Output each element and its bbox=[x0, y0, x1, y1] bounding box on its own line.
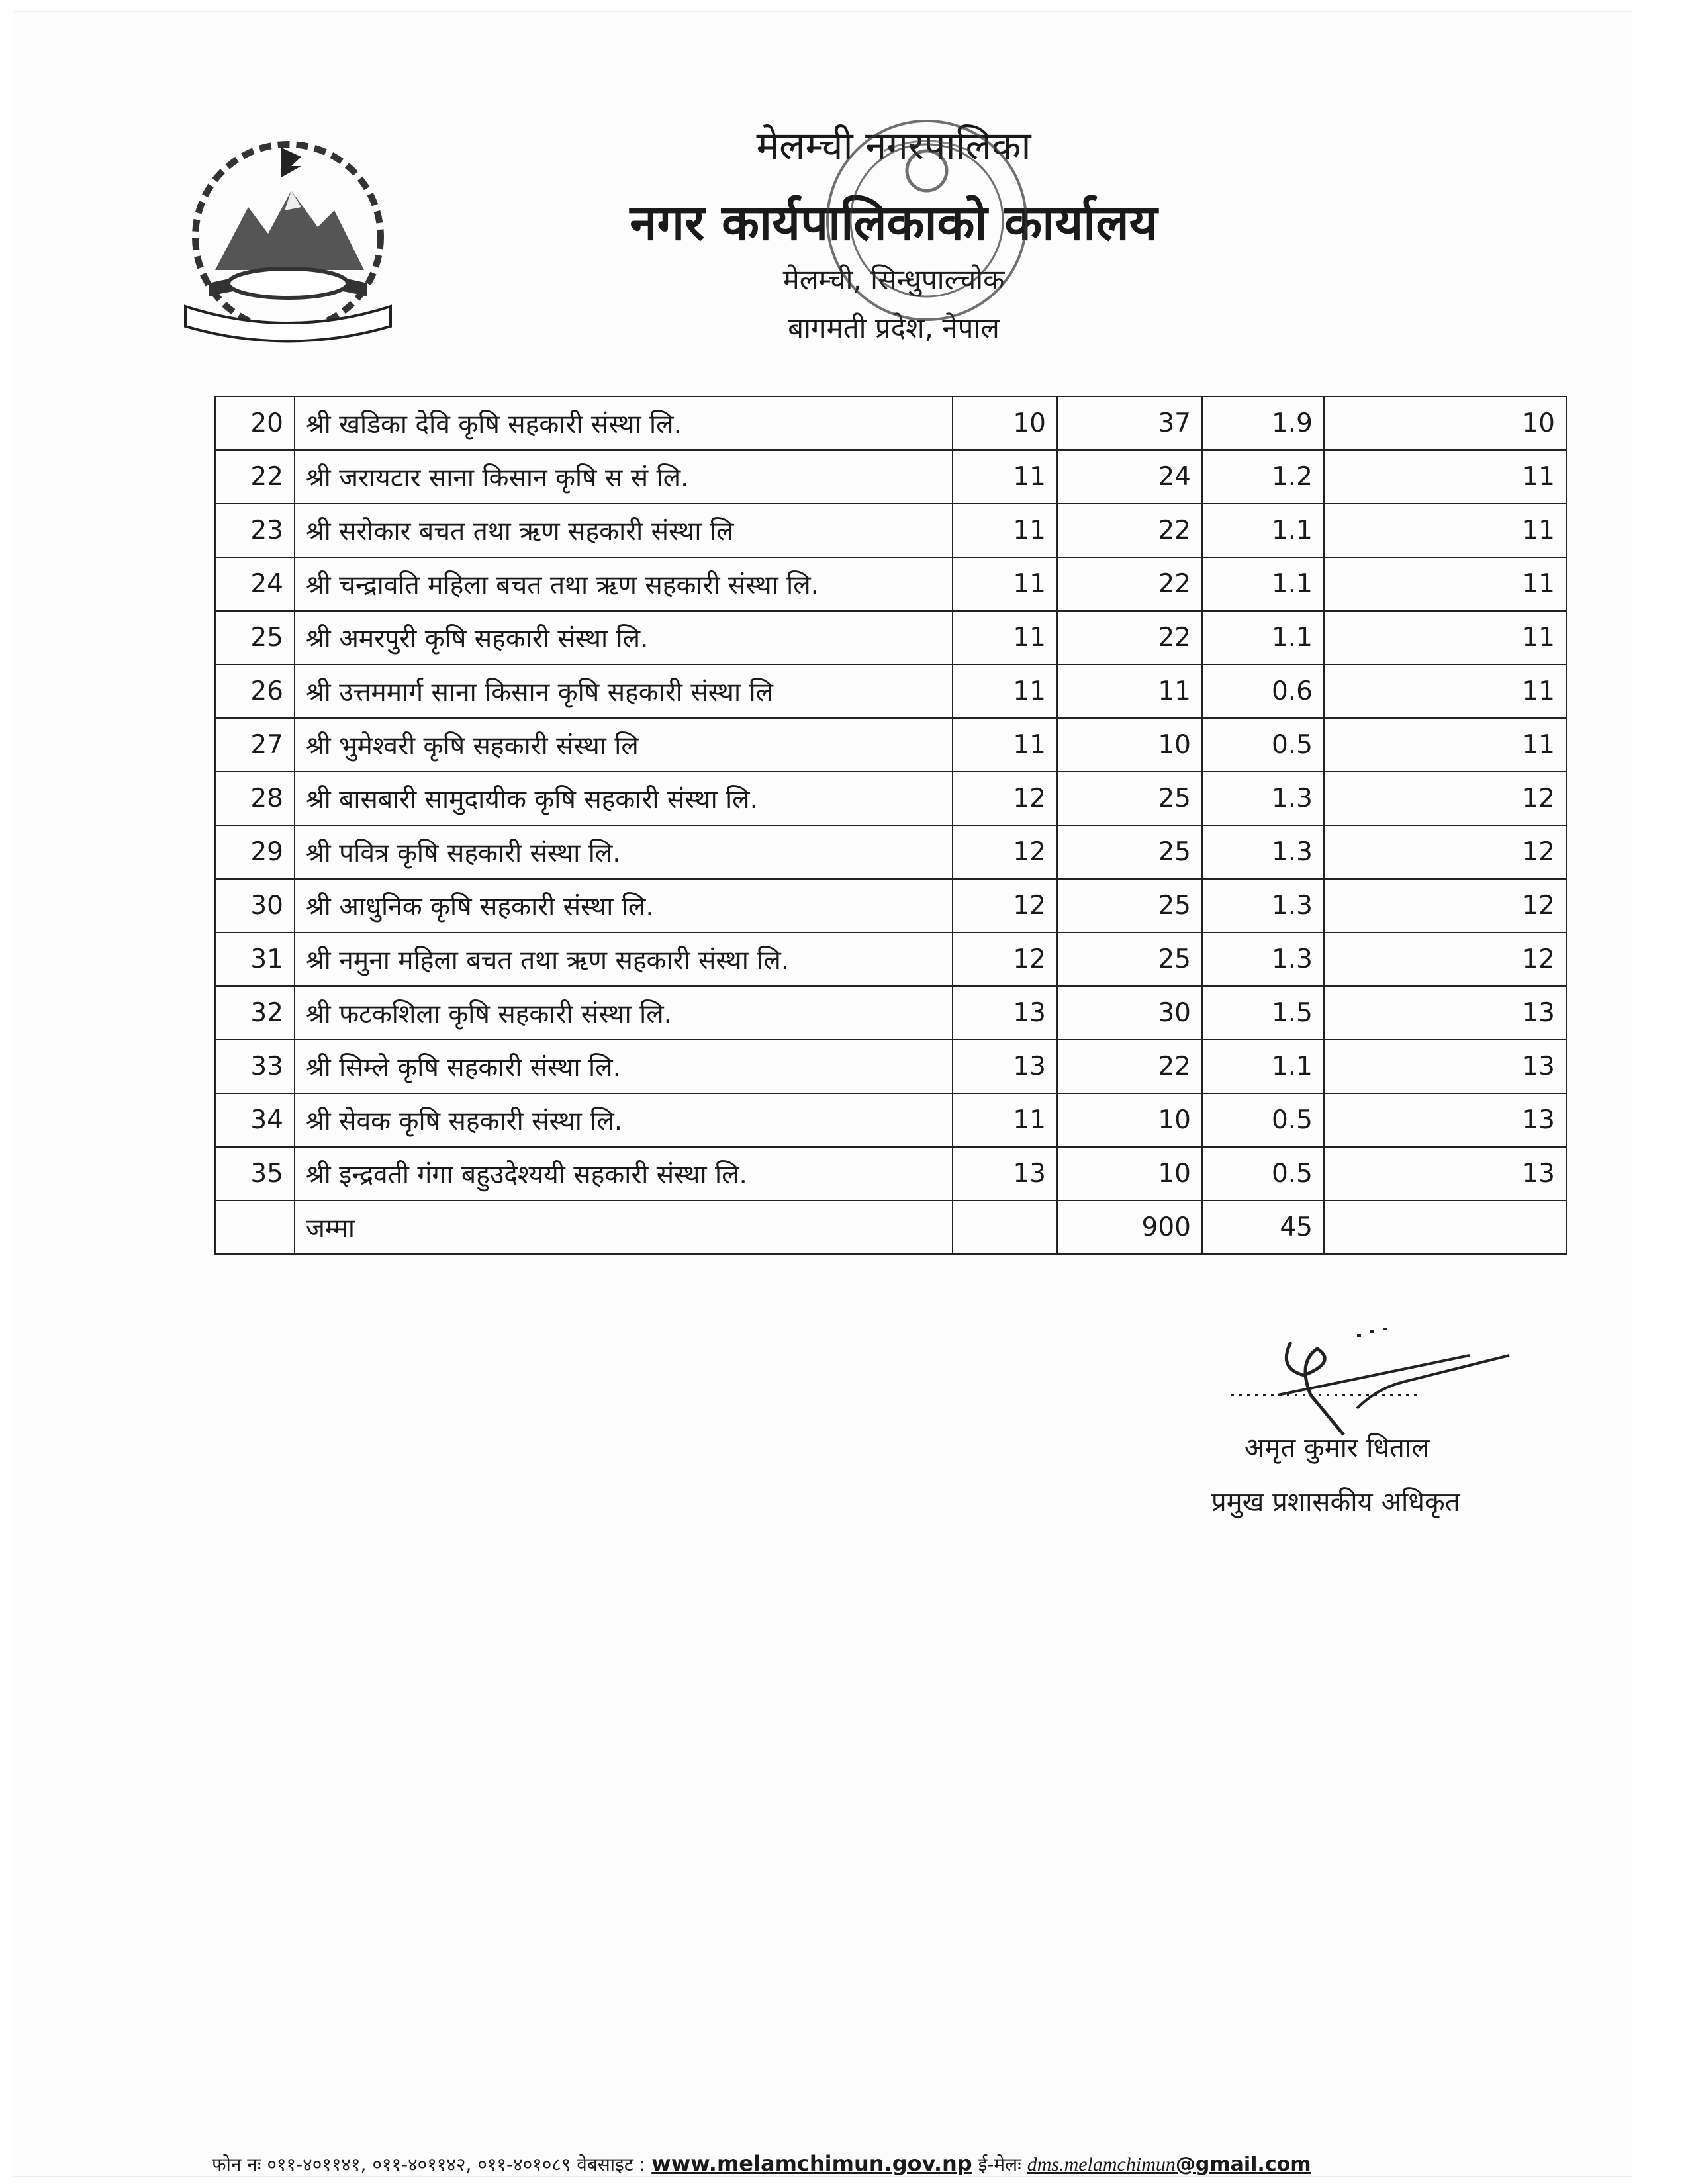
cell-a: 11 bbox=[953, 1093, 1057, 1147]
municipality-name: मेलम्ची नगरपालिका bbox=[756, 123, 1031, 168]
cell-name: श्री अमरपुरी कृषि सहकारी संस्था लि. bbox=[295, 611, 953, 664]
cell-sn: 22 bbox=[215, 450, 295, 504]
table-row bbox=[215, 1147, 1566, 1201]
cell-name: श्री सेवक कृषि सहकारी संस्था लि. bbox=[295, 1093, 953, 1147]
cell-b: 22 bbox=[1057, 1040, 1202, 1093]
total-row bbox=[215, 1201, 1566, 1254]
cell-d: 12 bbox=[1324, 933, 1566, 986]
cell-sn: 33 bbox=[215, 1040, 295, 1093]
cell-b: 11 bbox=[1057, 664, 1202, 718]
cell-sn: 24 bbox=[215, 557, 295, 611]
cell-name: श्री बासबारी सामुदायीक कृषि सहकारी संस्था लि. bbox=[295, 772, 953, 825]
cell-b: 25 bbox=[1057, 933, 1202, 986]
cell-b: 30 bbox=[1057, 986, 1202, 1040]
total-cell: 45 bbox=[1202, 1201, 1324, 1254]
cell-name: श्री नमुना महिला बचत तथा ऋण सहकारी संस्था लि. bbox=[295, 933, 953, 986]
cell-c: 1.5 bbox=[1202, 986, 1324, 1040]
cell-sn: 20 bbox=[215, 396, 295, 450]
office-location: मेलम्ची, सिन्धुपाल्चोक bbox=[782, 263, 1005, 296]
cell-a: 13 bbox=[953, 1040, 1057, 1093]
office-title: नगर कार्यपालिकाको कार्यालय bbox=[630, 195, 1158, 251]
cell-a: 12 bbox=[953, 933, 1057, 986]
cell-name: श्री आधुनिक कृषि सहकारी संस्था लि. bbox=[295, 879, 953, 933]
empty-cell bbox=[953, 1201, 1057, 1254]
cell-a: 11 bbox=[953, 450, 1057, 504]
footer-website-link[interactable]: www.melamchimun.gov.np bbox=[651, 2151, 972, 2176]
cell-sn: 27 bbox=[215, 718, 295, 772]
cell-c: 1.2 bbox=[1202, 450, 1324, 504]
cell-a: 11 bbox=[953, 664, 1057, 718]
total-cell: जम्मा bbox=[295, 1201, 953, 1254]
cell-b: 25 bbox=[1057, 772, 1202, 825]
cell-a: 11 bbox=[953, 504, 1057, 557]
table-row bbox=[215, 611, 1566, 664]
cell-c: 1.3 bbox=[1202, 879, 1324, 933]
cell-c: 1.1 bbox=[1202, 611, 1324, 664]
nepal-emblem-icon bbox=[169, 128, 407, 353]
table-row bbox=[215, 986, 1566, 1040]
table-row bbox=[215, 396, 1566, 450]
cell-sn: 30 bbox=[215, 879, 295, 933]
table-row bbox=[215, 772, 1566, 825]
cooperative-table bbox=[214, 396, 1567, 1255]
signatory-name: अमृत कुमार धिताल bbox=[1244, 1433, 1430, 1463]
cell-sn: 34 bbox=[215, 1093, 295, 1147]
table-row bbox=[215, 825, 1566, 879]
cell-b: 37 bbox=[1057, 396, 1202, 450]
cell-d: 11 bbox=[1324, 611, 1566, 664]
cell-a: 12 bbox=[953, 825, 1057, 879]
cell-sn: 26 bbox=[215, 664, 295, 718]
cell-name: श्री पवित्र कृषि सहकारी संस्था लि. bbox=[295, 825, 953, 879]
cell-a: 13 bbox=[953, 986, 1057, 1040]
cell-c: 0.5 bbox=[1202, 718, 1324, 772]
cell-d: 11 bbox=[1324, 504, 1566, 557]
cell-c: 0.6 bbox=[1202, 664, 1324, 718]
table-row bbox=[215, 879, 1566, 933]
empty-cell bbox=[1324, 1201, 1566, 1254]
cell-a: 11 bbox=[953, 718, 1057, 772]
cell-a: 12 bbox=[953, 772, 1057, 825]
total-cell: 900 bbox=[1057, 1201, 1202, 1254]
cell-c: 1.1 bbox=[1202, 1040, 1324, 1093]
cell-b: 25 bbox=[1057, 879, 1202, 933]
cell-b: 25 bbox=[1057, 825, 1202, 879]
cell-a: 10 bbox=[953, 396, 1057, 450]
cell-a: 13 bbox=[953, 1147, 1057, 1201]
cell-d: 13 bbox=[1324, 1093, 1566, 1147]
table-row bbox=[215, 1093, 1566, 1147]
cell-name: श्री चन्द्रावति महिला बचत तथा ऋण सहकारी संस्था लि. bbox=[295, 557, 953, 611]
cell-sn: 25 bbox=[215, 611, 295, 664]
cell-c: 1.1 bbox=[1202, 557, 1324, 611]
cell-sn: 31 bbox=[215, 933, 295, 986]
cell-c: 1.1 bbox=[1202, 504, 1324, 557]
signatory-title: प्रमुख प्रशासकीय अधिकृत bbox=[1211, 1487, 1460, 1518]
table-row bbox=[215, 718, 1566, 772]
cell-name: श्री भुमेश्वरी कृषि सहकारी संस्था लि bbox=[295, 718, 953, 772]
cell-b: 10 bbox=[1057, 1147, 1202, 1201]
cell-b: 24 bbox=[1057, 450, 1202, 504]
cell-d: 12 bbox=[1324, 879, 1566, 933]
table-row bbox=[215, 1040, 1566, 1093]
cell-b: 22 bbox=[1057, 504, 1202, 557]
cell-c: 1.3 bbox=[1202, 933, 1324, 986]
cell-d: 11 bbox=[1324, 718, 1566, 772]
table-row bbox=[215, 664, 1566, 718]
cell-sn: 23 bbox=[215, 504, 295, 557]
cell-d: 12 bbox=[1324, 772, 1566, 825]
document-page bbox=[13, 12, 1632, 2176]
office-stamp-icon bbox=[818, 111, 1036, 330]
cell-b: 10 bbox=[1057, 718, 1202, 772]
footer-email-label: ई-मेलः bbox=[978, 2154, 1021, 2175]
footer-contact bbox=[212, 2151, 1602, 2177]
cell-a: 12 bbox=[953, 879, 1057, 933]
cell-b: 10 bbox=[1057, 1093, 1202, 1147]
cell-name: श्री सरोकार बचत तथा ऋण सहकारी संस्था लि bbox=[295, 504, 953, 557]
table-row bbox=[215, 933, 1566, 986]
cell-name: श्री जरायटार साना किसान कृषि स सं लि. bbox=[295, 450, 953, 504]
cell-d: 11 bbox=[1324, 450, 1566, 504]
cell-c: 0.5 bbox=[1202, 1093, 1324, 1147]
table-row bbox=[215, 557, 1566, 611]
cell-a: 11 bbox=[953, 611, 1057, 664]
cell-d: 13 bbox=[1324, 986, 1566, 1040]
cell-d: 11 bbox=[1324, 664, 1566, 718]
cell-d: 13 bbox=[1324, 1147, 1566, 1201]
cell-name: श्री खडिका देवि कृषि सहकारी संस्था लि. bbox=[295, 396, 953, 450]
cell-name: श्री फटकशिला कृषि सहकारी संस्था लि. bbox=[295, 986, 953, 1040]
cell-d: 12 bbox=[1324, 825, 1566, 879]
footer-email-domain[interactable]: @gmail.com bbox=[1175, 2153, 1311, 2176]
cell-name: श्री उत्तममार्ग साना किसान कृषि सहकारी संस्था लि bbox=[295, 664, 953, 718]
cell-sn: 35 bbox=[215, 1147, 295, 1201]
cell-b: 22 bbox=[1057, 611, 1202, 664]
cell-d: 10 bbox=[1324, 396, 1566, 450]
cell-c: 1.3 bbox=[1202, 825, 1324, 879]
footer-phone: फोन नः ०११-४०११४१, ०११-४०११४२, ०११-४०१०८९ वेबसाइट : bbox=[212, 2154, 646, 2175]
table-row bbox=[215, 450, 1566, 504]
cell-d: 13 bbox=[1324, 1040, 1566, 1093]
cell-a: 11 bbox=[953, 557, 1057, 611]
cell-c: 0.5 bbox=[1202, 1147, 1324, 1201]
table-row bbox=[215, 504, 1566, 557]
cell-c: 1.3 bbox=[1202, 772, 1324, 825]
province-country: बागमती प्रदेश, नेपाल bbox=[788, 312, 1000, 344]
empty-cell bbox=[215, 1201, 295, 1254]
cell-sn: 29 bbox=[215, 825, 295, 879]
cell-d: 11 bbox=[1324, 557, 1566, 611]
cell-sn: 28 bbox=[215, 772, 295, 825]
cell-c: 1.9 bbox=[1202, 396, 1324, 450]
cell-name: श्री इन्द्रवती गंगा बहुउदेश्ययी सहकारी संस्था लि. bbox=[295, 1147, 953, 1201]
cell-name: श्री सिम्ले कृषि सहकारी संस्था लि. bbox=[295, 1040, 953, 1093]
footer-email-user[interactable]: dms.melamchimun bbox=[1027, 2154, 1176, 2175]
cell-sn: 32 bbox=[215, 986, 295, 1040]
cell-b: 22 bbox=[1057, 557, 1202, 611]
